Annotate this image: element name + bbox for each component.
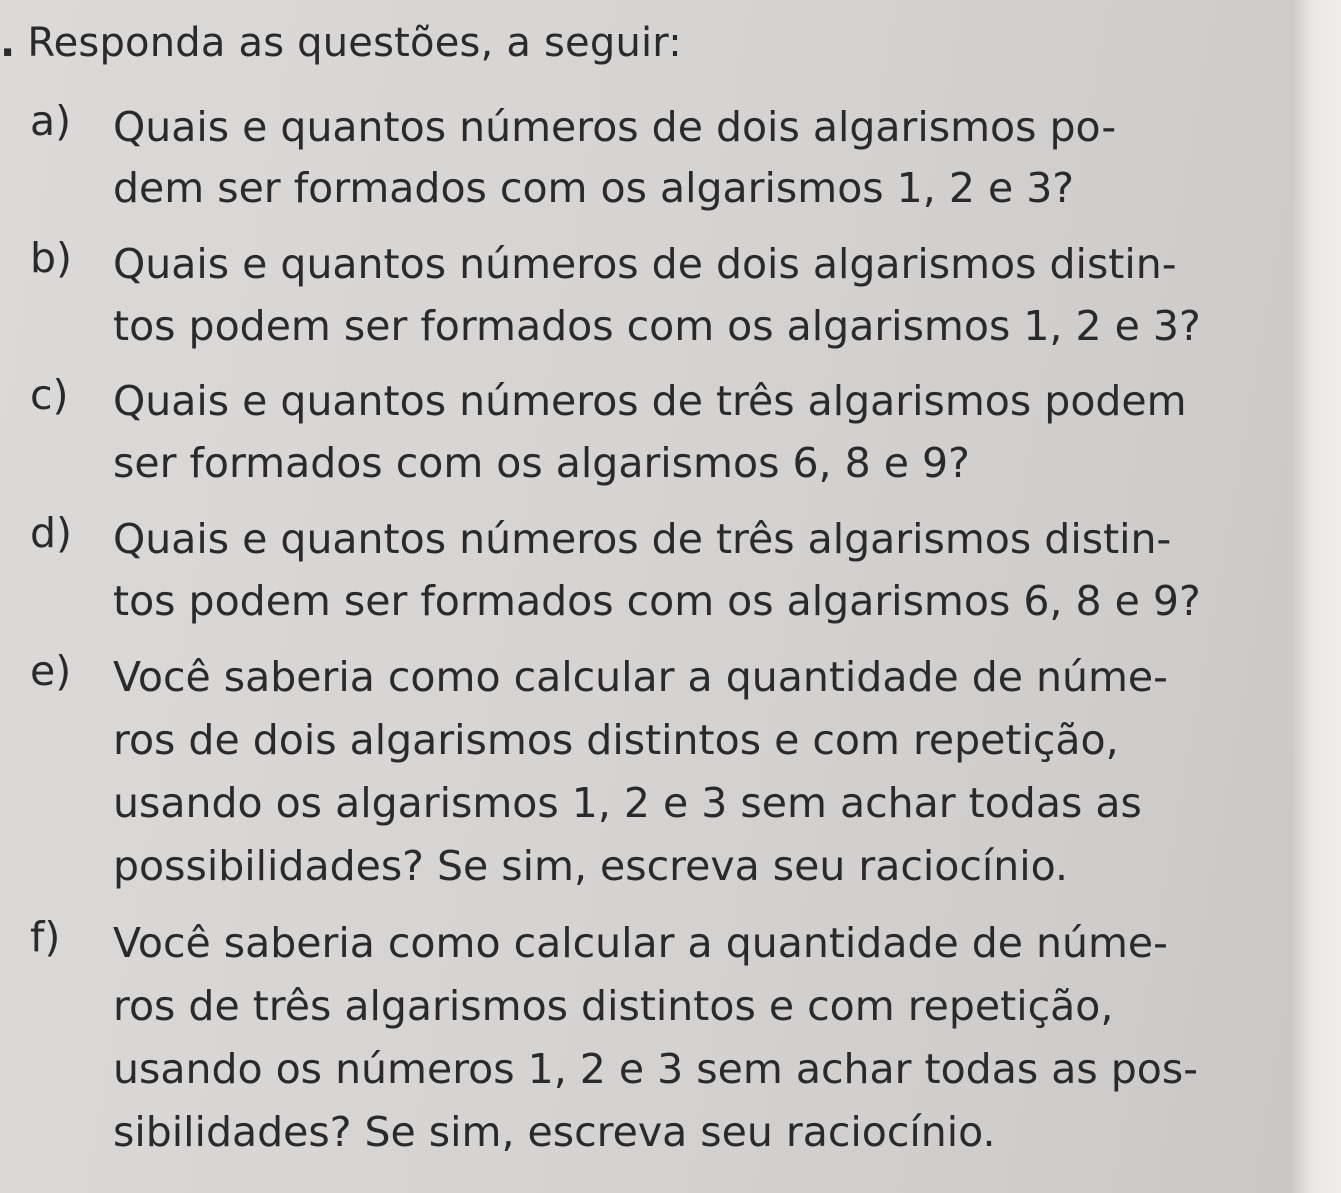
exercise-heading xyxy=(0,8,682,78)
item-d-line: Quais e quantos números de três algarismos distin- xyxy=(113,515,1172,563)
heading-text: Responda as questões, a seguir: xyxy=(27,20,682,66)
item-f-label: f) xyxy=(30,913,61,961)
item-c-line: ser formados com os algarismos 6, 8 e 9? xyxy=(113,439,970,487)
item-c-label: c) xyxy=(30,371,69,419)
item-e-label: e) xyxy=(30,647,72,695)
page-edge xyxy=(1293,0,1341,1193)
item-b-label: b) xyxy=(30,234,73,282)
item-e-line: usando os algarismos 1, 2 e 3 sem achar todas as xyxy=(113,779,1142,827)
item-e-line: Você saberia como calcular a quantidade de núme- xyxy=(113,653,1168,701)
item-f-line: ros de três algarismos distintos e com repetição, xyxy=(113,982,1114,1030)
exercise-number: . xyxy=(0,20,16,66)
item-b-line: tos podem ser formados com os algarismos 1, 2 e 3? xyxy=(113,302,1201,350)
item-a-line: dem ser formados com os algarismos 1, 2 e 3? xyxy=(113,164,1075,212)
item-f-line: sibilidades? Se sim, escreva seu raciocínio. xyxy=(113,1108,996,1156)
item-e-line: possibilidades? Se sim, escreva seu raciocínio. xyxy=(113,842,1069,890)
item-f-line: Você saberia como calcular a quantidade de núme- xyxy=(113,919,1168,967)
item-f-line: usando os números 1, 2 e 3 sem achar todas as pos- xyxy=(113,1045,1198,1093)
item-d-label: d) xyxy=(30,509,73,557)
item-a-line: Quais e quantos números de dois algarismos po- xyxy=(113,103,1117,151)
item-c-line: Quais e quantos números de três algarismos podem xyxy=(113,377,1187,425)
item-d-line: tos podem ser formados com os algarismos 6, 8 e 9? xyxy=(113,577,1201,625)
item-b-line: Quais e quantos números de dois algarismos distin- xyxy=(113,240,1177,288)
item-e-line: ros de dois algarismos distintos e com repetição, xyxy=(113,716,1119,764)
item-a-label: a) xyxy=(30,97,72,145)
